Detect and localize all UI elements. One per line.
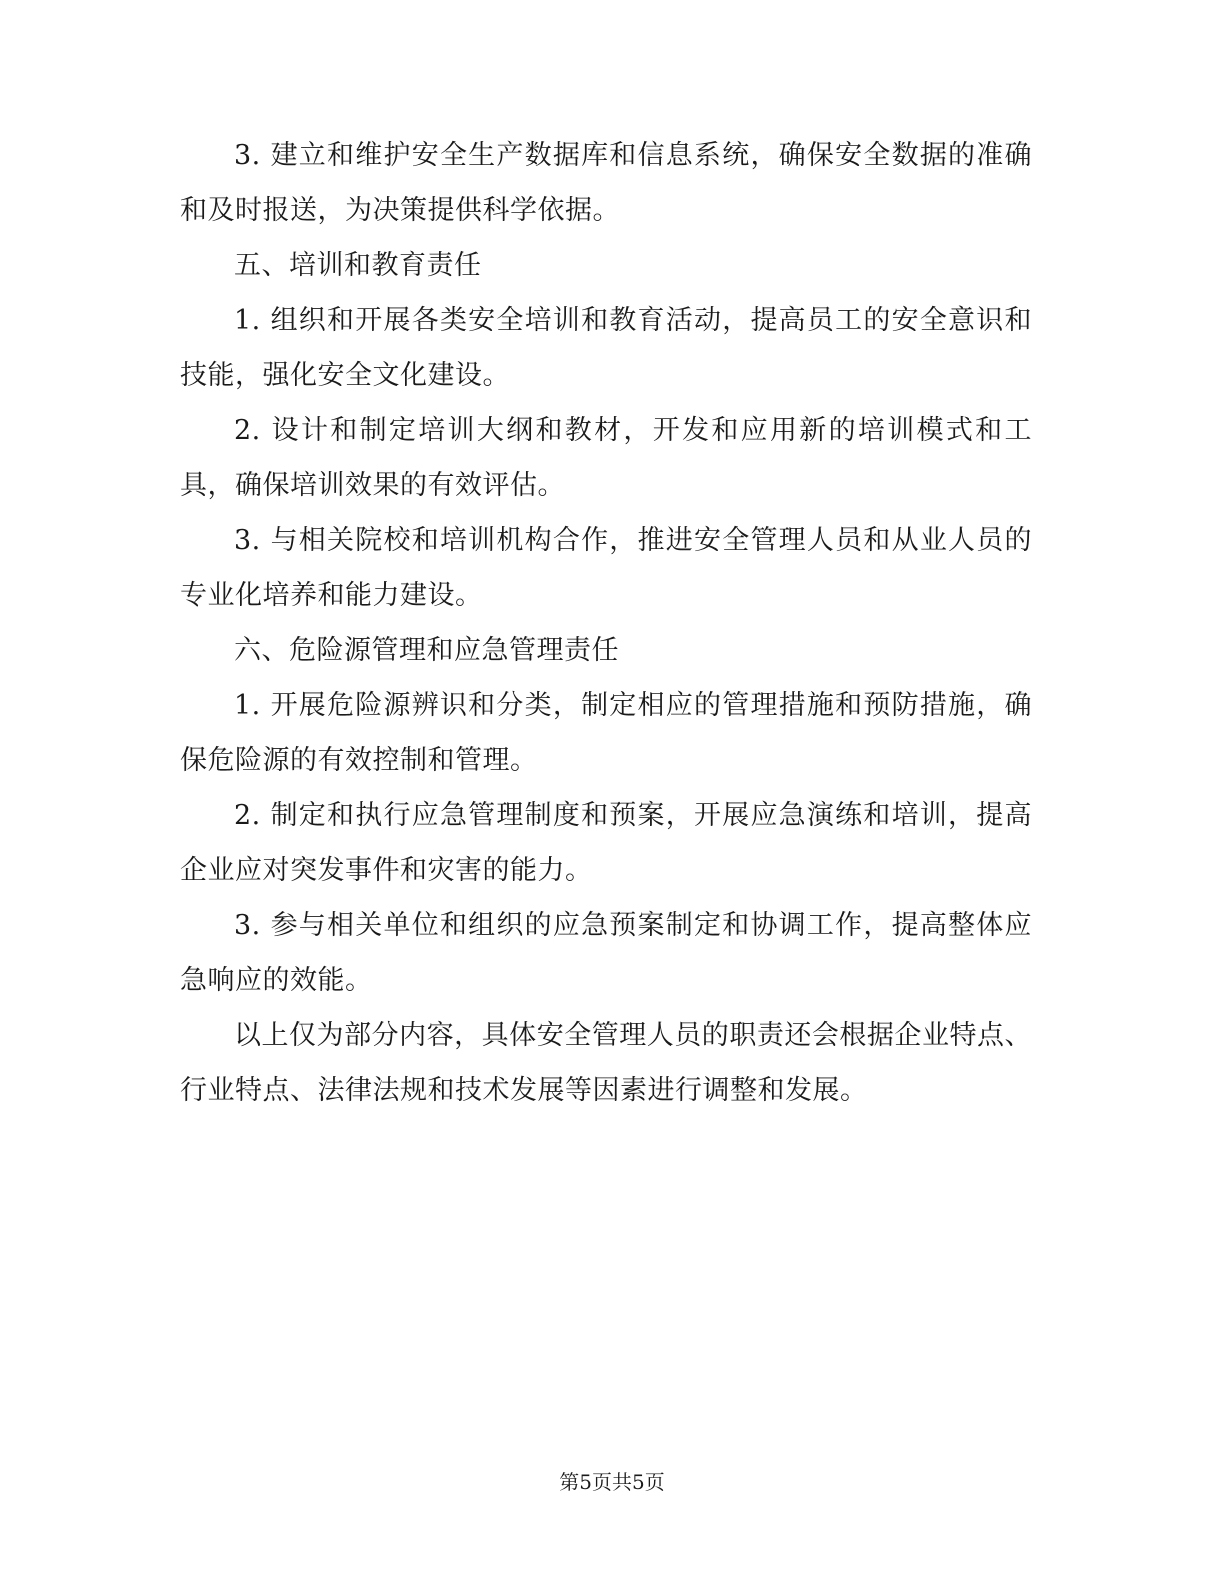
paragraph-training-3: 3. 与相关院校和培训机构合作，推进安全管理人员和从业人员的专业化培养和能力建设。 (180, 525, 1032, 611)
paragraph-hazard-1: 1. 开展危险源辨识和分类，制定相应的管理措施和预防措施，确保危险源的有效控制和管理。 (180, 690, 1032, 776)
paragraph-training-2: 2. 设计和制定培训大纲和教材，开发和应用新的培训模式和工具，确保培训效果的有效评估。 (180, 415, 1032, 501)
paragraph-item-3-data: 3. 建立和维护安全生产数据库和信息系统，确保安全数据的准确和及时报送，为决策提供科学依据。 (180, 140, 1032, 226)
paragraph-conclusion: 以上仅为部分内容，具体安全管理人员的职责还会根据企业特点、行业特点、法律法规和技术发展等因素进行调整和发展。 (180, 1020, 1032, 1106)
section-heading-hazard-emergency: 六、危险源管理和应急管理责任 (234, 635, 619, 666)
paragraph-hazard-2: 2. 制定和执行应急管理制度和预案，开展应急演练和培训，提高企业应对突发事件和灾害的能力。 (180, 800, 1032, 886)
paragraph-training-1: 1. 组织和开展各类安全培训和教育活动，提高员工的安全意识和技能，强化安全文化建设。 (180, 305, 1032, 391)
page-number-footer: 第5页共5页 (559, 1470, 665, 1494)
section-heading-training: 五、培训和教育责任 (234, 250, 482, 281)
document-body (180, 128, 1032, 1118)
paragraph-hazard-3: 3. 参与相关单位和组织的应急预案制定和协调工作，提高整体应急响应的效能。 (180, 910, 1032, 996)
